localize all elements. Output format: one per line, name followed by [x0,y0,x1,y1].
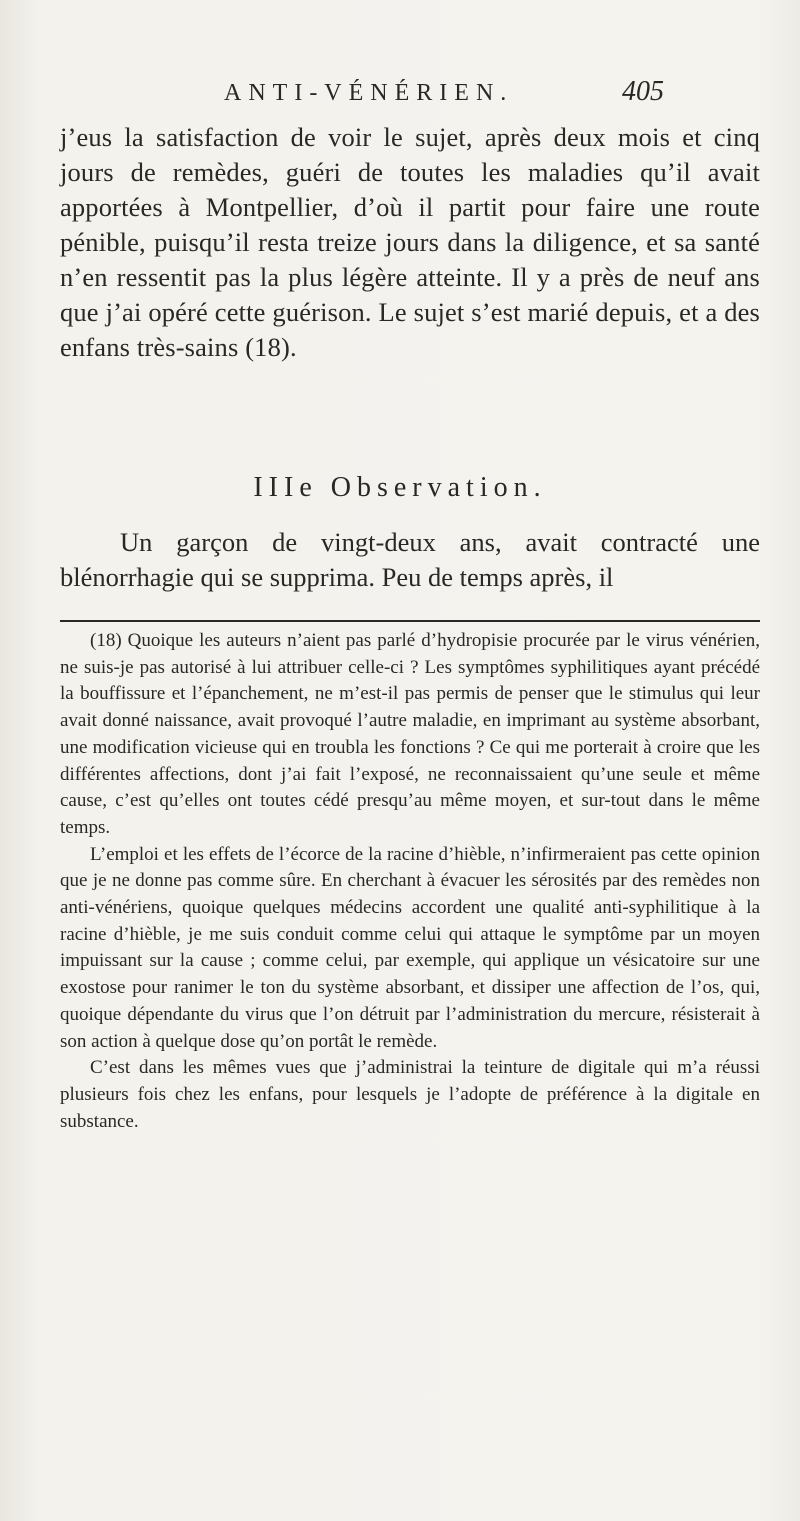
footnote-paragraph: (18) Quoique les auteurs n’aient pas parlé d’hydropisie procurée par le virus vénérien, ne suis-je pas autorisé à lui attribuer celle-ci ? Les symptômes syphilitiques ayant précédé la bouffissure et l’épanchement, ne m’est-il pas permis de penser que le stimulus qui leur avait donné naissance, avait provoqué l’autre maladie, en imprimant au système absorbant, une modification vicieuse qui en troubla les fonctions ? Ce qui me porterait à croire que les différentes affections, dont j’ai fait l’exposé, ne reconnaissaient qu’une seule et même cause, c’est qu’elles ont toutes cédé presqu’au même moyen, et sur-tout dans le même temps. [60,630,760,838]
footnote-paragraph: C’est dans les mêmes vues que j’administrai la teinture de digitale qui m’a réussi plusieurs fois chez les enfans, pour lesquels je l’adopte de préférence à la digitale en substance. [60,1057,760,1132]
page-number: 405 [622,76,664,107]
body-paragraph: j’eus la satisfaction de voir le sujet, après deux mois et cinq jours de remèdes, guéri de toutes les maladies qu’il avait apportées à Montpellier, d’où il partit pour faire une route pénible, puisqu’il resta treize jours dans la diligence, et sa santé n’en ressentit pas la plus légère atteinte. Il y a près de neuf ans que j’ai opéré cette guérison. Le sujet s’est marié depuis, et a des enfans très-sains (18). [60,122,760,362]
body-text [60,120,760,365]
running-head: ANTI-VÉNÉRIEN. [224,80,514,106]
observation-heading: IIIe Observation. [253,472,547,503]
footnotes [60,628,760,1135]
footnote-paragraph: L’emploi et les effets de l’écorce de la racine d’hièble, n’infirmeraient pas cette opinion que je ne donne pas comme sûre. En cherchant à évacuer les sérosités par des remèdes non anti-vénériens, quoique quelques médecins accordent une qualité anti-syphilitique à la racine d’hièble, je me suis conduit comme celui qui attaque le symptôme par un moyen impuissant sur la cause ; comme celui, par exemple, qui applique un vésicatoire sur une exostose pour ranimer le ton du système absorbant, et dissiper une affection de l’os, qui, quoique dépendante du virus que l’on détruit par l’administration du mercure, résisterait à son action à quelque dose qu’on portât le remède. [60,843,760,1052]
observation-text: Un garçon de vingt-deux ans, avait contracté une blénorrhagie qui se supprima. Peu de temps après, il [60,527,760,592]
page-header [224,76,664,116]
footnote-rule [60,620,760,622]
